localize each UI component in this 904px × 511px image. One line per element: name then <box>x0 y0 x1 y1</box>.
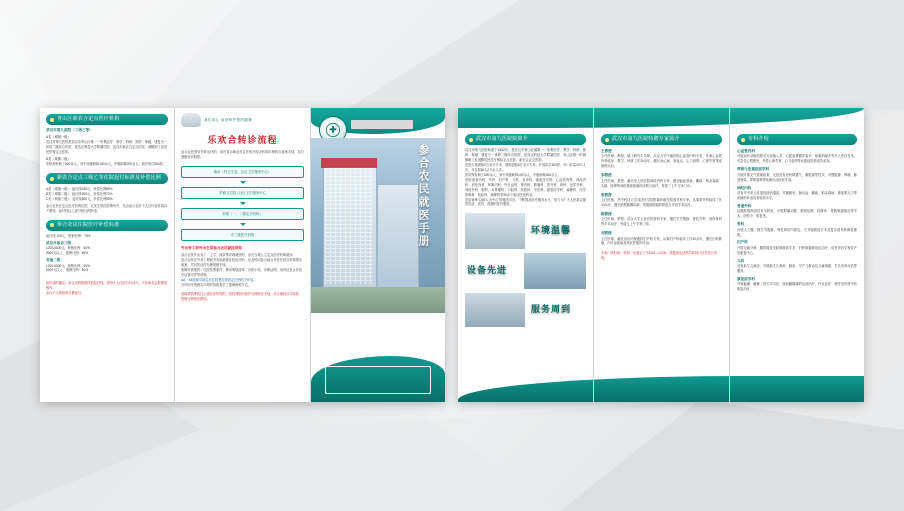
bullet-icon <box>50 177 54 181</box>
experts-heading: 武汉市第九医院特聘专家简介 <box>612 136 680 142</box>
photo-equipment <box>524 253 586 289</box>
section1-subtitle: 武汉市第九医院（三级乙等） <box>46 128 93 132</box>
building-foreground-lawn <box>311 287 445 313</box>
notes-title: 外出务工和外出生活参合农民就医须知 <box>181 245 243 250</box>
top-slogan-row <box>181 113 304 127</box>
section2-line-1: B类（城镇二级）：起付线300元，补偿比例70% <box>46 192 113 197</box>
leaf-right-panel-1 <box>458 108 593 402</box>
flow-arrow-icon <box>240 181 246 184</box>
expert-item <box>601 149 722 169</box>
specialty-desc-5: 开展无痛分娩、腹腔镜及宫腔镜微创手术、妇科肿瘤规范化治疗，设有孕妇学校及产后康复中心。 <box>737 245 857 255</box>
photo-row-2 <box>465 253 586 289</box>
bullet-icon <box>50 118 54 122</box>
section1-line-2: B类（城镇二级） <box>46 157 71 162</box>
flow-arrow-icon <box>240 202 246 205</box>
hospital-intro-p2: 医院现有职工800余人，其中高级职称120余人，中级职称260余人。 <box>465 172 561 177</box>
flow-step-0: 就诊（村卫生室、社区卫生服务中心） <box>181 166 304 178</box>
specialty-desc-4: 开展人工髋、膝关节置换，脊柱骨折内固定，关节镜微创手术及复杂创伤的修复重建。 <box>737 227 857 237</box>
expert-item <box>601 212 722 227</box>
flow-step-2: 市级（一、二级定点机构） <box>181 208 304 220</box>
bullet-icon <box>469 138 473 142</box>
flow-intro: 参合农民需转外院治疗的，须在参合地农村合作医疗经办机构办理转诊备案手续，实行逐级转诊制度。 <box>181 150 304 159</box>
photo-label-0: 环境温馨 <box>531 225 572 236</box>
specialty-item <box>737 167 857 182</box>
specialty-item <box>737 186 857 201</box>
note-2: 报销时需提供：住院发票原件、费用明细清单、出院小结、诊断证明、身份证及合作医疗证复印件等材料。 <box>181 267 303 277</box>
section-heading-2: 新农合定点三级乙等住院起付标准及补偿比例 <box>57 175 162 182</box>
experts-heading-bar <box>601 134 722 145</box>
top-slogan-text: 我们用心 用爱呵护您的健康 <box>204 117 253 122</box>
section3-note: 起付线的确定：参合住院报销时的起付线，即每个人住院自付部分，不在新农合报销范围内。 <box>46 281 168 291</box>
leaf-right-panel-2 <box>594 108 729 402</box>
building-windows <box>325 168 373 284</box>
specialty-item <box>737 259 857 274</box>
specialty-name-3: 普通外科 <box>737 203 752 208</box>
section2-line-3: 参合农民在定点医疗机构住院，在发生的医药费用中，先由参合农民个人自付起付线以下费用，起付线以上部分按比例补偿。 <box>46 203 168 213</box>
flow-arrow-icon <box>240 223 246 226</box>
brochure-leaf-left <box>40 108 445 402</box>
section2-line-0: A类（城镇一级）：起付线150元，补偿比例85% <box>46 187 113 192</box>
bottom-note: 因病情需要转往上级医疗机构的，须经我院同意并办理转诊手续，未办理转诊手续的，报销比例相应降低。 <box>181 291 303 301</box>
specialty-desc-2: 设有卒中单元及溶栓绿色通道，对脑梗死、脑出血、癫痫、帕金森病、重症肌无力等疾病的诊治具有较高水平。 <box>737 190 857 200</box>
cover-hospital-name-plate <box>351 120 413 129</box>
section3-row-3: 5000元以上，报销比例：65% <box>46 251 89 256</box>
photo-label-2: 服务周到 <box>531 304 572 315</box>
leaf-left-panel-3-cover <box>311 108 445 402</box>
expert-desc-3: 主任医师，教授，武汉大学人民医院骨科专家，擅长关节置换、脊柱外科、创伤骨科等手术治疗，每周五上午专家门诊。 <box>601 217 722 227</box>
bullet-icon <box>605 138 609 142</box>
note-0: 参合农民外出务工、上学、探亲等异地就医的，应在当地公立定点医疗机构就诊。 <box>181 252 296 257</box>
section3-row-6: 5000元以上，报销比例：50% <box>46 268 89 273</box>
photo-row-1 <box>465 213 586 249</box>
photo-row-3 <box>465 293 586 327</box>
expert-desc-2: 主任医师，华中科技大学同济医学院附属协和医院普外科专家，从事普外科临床工作30余年，擅长肝胆胰脾疾病、胃肠道肿瘤的微创与开放手术治疗。 <box>601 197 722 207</box>
specialty-desc-1: 开展纤维支气管镜检查、无创及有创机械通气、胸腔镜等技术，对慢阻肺、哮喘、肺部感染、呼吸衰竭等疾病诊治经验丰富。 <box>737 172 857 182</box>
section3-note2: 参合个人承担的自费部分。 <box>46 291 85 296</box>
photo-label-1: 设备先进 <box>467 265 508 276</box>
photo-service <box>465 293 525 327</box>
hospital-intro-heading-bar <box>465 134 586 145</box>
photo-ward <box>465 213 525 249</box>
expert-name-3: 陈教授 <box>601 211 612 216</box>
specialty-name-2: 神经内科 <box>737 185 752 190</box>
expert-name-2: 张教授 <box>601 192 612 197</box>
expert-item <box>601 193 722 208</box>
expert-desc-4: 主任医师，湖北省妇幼保健院妇产科专家，从事妇产科临床工作30余年，擅长妇科肿瘤、内分泌疾病及高危妊娠的诊治。 <box>601 236 722 246</box>
specialty-item <box>737 277 857 292</box>
specialty-desc-7: 开展偏瘫、截瘫、骨关节术后、颈肩腰腿痛的运动治疗、作业治疗、理疗及传统中医康复治疗。 <box>737 282 857 292</box>
specialty-desc-0: 开展冠状动脉造影及支架植入术、心脏起搏器安装术、射频消融术等介入诊疗技术，对急性心肌梗死、恶性心律失常、心力衰竭等危重症抢救成功率高。 <box>737 154 857 164</box>
specialty-desc-3: 以腹腔镜微创技术为特色，开展胆囊切除、阑尾切除、疝修补、胃肠肿瘤根治等手术，创伤小、恢复快。 <box>737 209 857 219</box>
specialty-name-1: 呼吸与危重症医学科 <box>737 167 770 172</box>
flow-title: 乐欢合转诊流程 <box>207 135 278 145</box>
hospital-intro-p0: 武汉市第九医院始建于1952年，是武汉市青山区属唯一一所集医疗、教学、科研、预防、保健、康复于一体的三级综合医院，是武汉科技大学附属医院、青山区唯一的城镇职工及城镇居民医疗保险定点医院、新农合定点医院。 <box>465 148 586 162</box>
section3-row-0: 起付线 100元，报销比例：75% <box>46 233 91 238</box>
note-1: 参合农民在外务工期间突发疾病需住院治疗的，应及时向参合地合作医疗经办机构报告备案，凭有效证件办理报销手续。 <box>181 257 303 267</box>
cover-vertical-title: 参合农民就医手册 <box>417 144 429 248</box>
referral-flow <box>181 166 304 241</box>
cross-shield-icon <box>325 122 341 138</box>
brochure-leaf-right <box>458 108 864 402</box>
building-red-banner <box>321 158 377 168</box>
hands-heart-icon <box>181 113 201 127</box>
expert-desc-0: 主任医师，教授，硕士研究生导师，武汉大学中南医院心血管内科专家，从事心血管内科临床、教学、科研工作30余年，擅长冠心病、高血压、心力衰竭、心律失常等疾病的诊治。 <box>601 154 722 169</box>
specialty-name-4: 骨科 <box>737 222 745 227</box>
specialty-name-7: 康复医学科 <box>737 277 755 282</box>
expert-item <box>601 231 722 246</box>
section-heading-1: 青山区新农合定点医疗机构 <box>57 116 120 122</box>
expert-desc-1: 主任医师，教授，湖北省人民医院神经内科专家，擅长脑血管病、癫痫、帕金森病、头痛、眩晕等神经系统疾病的诊断与治疗，每周三上午专家门诊。 <box>601 178 722 188</box>
expert-name-0: 王教授 <box>601 149 612 153</box>
bullet-icon <box>50 223 54 227</box>
specialty-name-6: 儿科 <box>737 258 745 263</box>
specialty-desc-6: 设有新生儿病房，开展新生儿黄疸、肺炎、早产儿救治及儿童保健、生长发育评估等服务。 <box>737 264 857 274</box>
note-4: 合作医疗报销实行即时结报和手工报销两种方式。 <box>181 282 252 287</box>
specialty-item <box>737 222 857 237</box>
bullet-icon <box>741 138 745 142</box>
section3-row-5: 1200-5000元，报销比例：55% <box>46 263 90 268</box>
specialty-heading: 专科介绍 <box>748 136 769 142</box>
section-heading-bar-3 <box>46 220 168 231</box>
section3-row-1: 武汉市参合三级： <box>46 240 75 245</box>
specialty-name-5: 妇产科 <box>737 240 748 245</box>
section1-line-1: 武汉市第九医院是武汉市青山区唯一一所集医疗、教学、科研、预防、保健、康复为一体的三级综合医院，是武汉科技大学附属医院、武汉市新农合定点医院、城镇职工及居民医保定点医院。 <box>46 140 168 155</box>
hospital-intro-p3: 医院设有内科、外科、妇产科、儿科、急诊科、重症医学科、心血管内科、神经内科、消化内科、呼吸内科、内分泌科、肾内科、肿瘤科、普外科、骨科、泌尿外科、神经外科、眼科、耳鼻喉科、口腔科、皮肤科、中医科、康复医学科、麻醉科、医学影像科、检验科、病理科等30余个临床医技科室。 <box>465 177 586 197</box>
leaf-left-panel-1 <box>40 108 174 402</box>
expert-name-1: 李教授 <box>601 173 612 178</box>
section-heading-bar-1 <box>46 114 168 125</box>
section-heading-3: 参合农民住院医疗补偿标准 <box>57 221 120 228</box>
specialty-heading-bar <box>737 134 857 145</box>
section1-line-0: A类（城镇一级） <box>46 135 71 140</box>
leaf-left-panel-2 <box>175 108 310 402</box>
specialty-item <box>737 240 857 255</box>
specialty-name-0: 心血管内科 <box>737 149 755 153</box>
section3-row-2: 1200-5000元，报销比例：60% <box>46 246 90 251</box>
expert-name-4: 刘教授 <box>601 231 612 236</box>
leaf-right-panel-3 <box>730 108 864 402</box>
hospital-intro-heading: 武汉市第九医院院简介 <box>476 136 529 142</box>
expert-item <box>601 173 722 188</box>
experts-footer: 专家门诊时间：每周一至周五上午8:00—12:00，请提前电话预约或到门诊导医台咨询。 <box>601 251 718 261</box>
cover-info-box <box>325 366 431 394</box>
note-3: AA、AB类和异地急诊住院费用按规定比例给予补偿。 <box>181 277 257 282</box>
building-block-right <box>377 184 419 288</box>
hospital-intro-p1: 医院占地面积5万余平方米，建筑面积6万余平方米，开放床位500张，年门诊量40万人次，年住院病人2万余人次。 <box>465 162 586 172</box>
hospital-intro-p4: 医院秉承“以病人为中心”的服务宗旨，不断提高医疗服务水平，努力为广大人民群众提供优质、高效、便捷的医疗服务。 <box>465 197 586 207</box>
section-heading-bar-2 <box>46 173 168 184</box>
section2-line-2: C类（城镇三级）：起付线500元，补偿比例55% <box>46 197 113 202</box>
specialty-item <box>737 149 857 164</box>
section3-row-4: 其他二级： <box>46 258 64 263</box>
section1-line-3: 医院现有职工600余人，其中高级职称100余人，中级职称200余人，展开床位500张。 <box>46 162 167 167</box>
specialty-item <box>737 204 857 219</box>
flow-step-3: 市三级医疗机构 <box>181 229 304 241</box>
flow-step-1: 乡镇卫生院 / 社区卫生服务中心 <box>181 187 304 199</box>
